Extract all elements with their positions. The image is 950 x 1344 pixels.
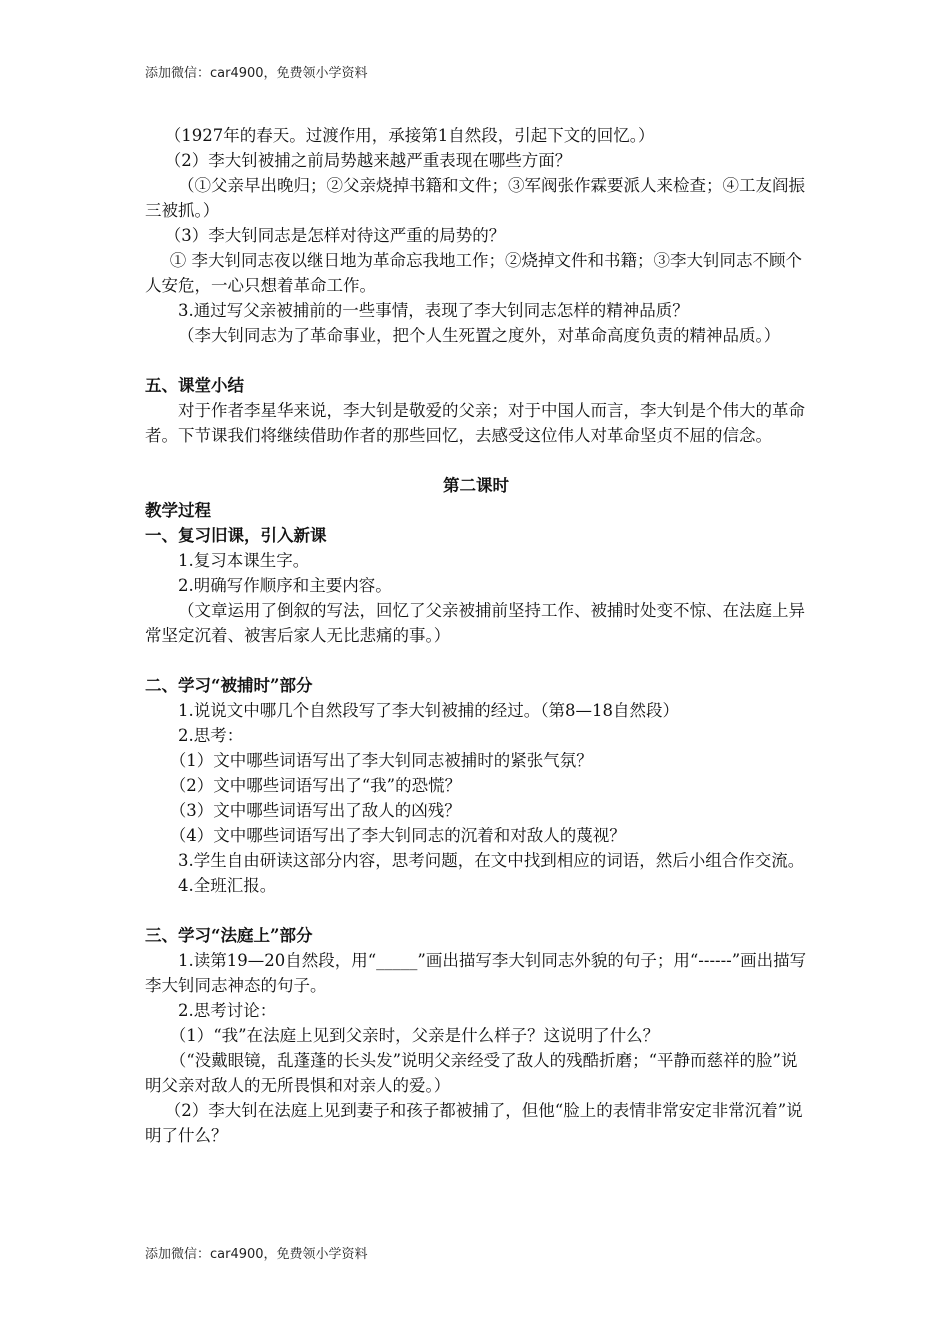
list-item: 4.全班汇报。 [178,876,277,895]
list-item: 2.明确写作顺序和主要内容。 [178,576,392,595]
question-text: （1）“我”在法庭上见到父亲时，父亲是什么样子？这说明了什么？ [169,1026,660,1045]
document-body [145,123,807,1148]
list-item: 1.读第19—20自然段，用“_____”画出描写李大钊同志外貌的句子；用“------”画出描写李大钊同志神态的句子。 [145,951,807,995]
section-heading: 教学过程 [145,501,211,520]
header-note: 添加微信：car4900，免费领小学资料 [145,66,368,81]
question-text: （2）李大钊被捕之前局势越来越严重表现在哪些方面？ [164,151,572,170]
footer-note: 添加微信：car4900，免费领小学资料 [145,1247,368,1262]
question-text: （3）文中哪些词语写出了敌人的凶残？ [169,801,461,820]
section-heading: 一、复习旧课，引入新课 [145,526,327,545]
lesson-title: 第二课时 [443,476,509,495]
question-text: （3）李大钊同志是怎样对待这严重的局势的？ [164,226,506,245]
answer-text: （①父亲早出晚归；②父亲烧掉书籍和文件；③军阀张作霖要派人来检查；④工友阎振三被抓。） [145,176,805,220]
paragraph: 对于作者李星华来说，李大钊是敬爱的父亲；对于中国人而言，李大钊是个伟大的革命者。下节课我们将继续借助作者的那些回忆，去感受这位伟人对革命坚贞不屈的信念。 [145,401,805,445]
question-text: （2）李大钊在法庭上见到妻子和孩子都被捕了，但他“脸上的表情非常安定非常沉着”说明了什么？ [145,1101,803,1145]
answer-text: ① 李大钊同志夜以继日地为革命忘我地工作；②烧掉文件和书籍；③李大钊同志不顾个人安危，一心只想着革命工作。 [145,251,802,295]
question-text: 3.通过写父亲被捕前的一些事情，表现了李大钊同志怎样的精神品质？ [178,301,689,320]
question-text: （4）文中哪些词语写出了李大钊同志的沉着和对敌人的蔑视？ [169,826,626,845]
answer-text: （“没戴眼镜，乱蓬蓬的长头发”说明父亲经受了敌人的残酷折磨；“平静而慈祥的脸”说明父亲对敌人的无所畏惧和对亲人的爱。） [145,1051,798,1095]
section-heading: 三、学习“法庭上”部分 [145,926,313,945]
list-item: 2.思考讨论： [178,1001,277,1020]
list-item: 1.说说文中哪几个自然段写了李大钊被捕的经过。（第8—18自然段） [178,701,679,720]
answer-text: （李大钊同志为了革命事业，把个人生死置之度外，对革命高度负责的精神品质。） [178,326,781,345]
answer-text: （1927年的春天。过渡作用，承接第1自然段，引起下文的回忆。） [164,126,655,145]
list-item: 3.学生自由研读这部分内容，思考问题，在文中找到相应的词语，然后小组合作交流。 [178,851,805,870]
list-item: 2.思考： [178,726,244,745]
answer-text: （文章运用了倒叙的写法，回忆了父亲被捕前坚持工作、被捕时处变不惊、在法庭上异常坚定沉着、被害后家人无比悲痛的事。） [145,601,805,645]
section-heading: 二、学习“被捕时”部分 [145,676,313,695]
question-text: （1）文中哪些词语写出了李大钊同志被捕时的紧张气氛？ [169,751,593,770]
section-heading: 五、课堂小结 [145,376,244,395]
list-item: 1.复习本课生字。 [178,551,310,570]
question-text: （2）文中哪些词语写出了“我”的恐慌？ [169,776,462,795]
